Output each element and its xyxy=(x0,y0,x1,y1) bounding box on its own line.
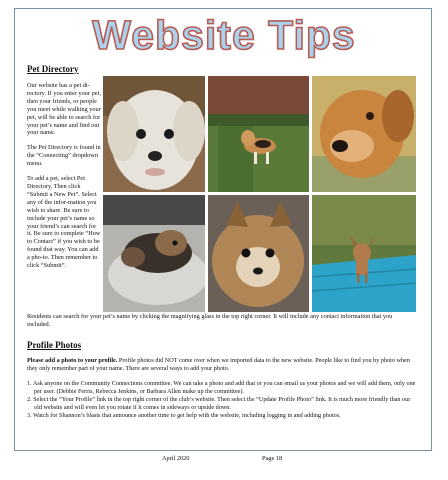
footer-page-number: Page 18 xyxy=(262,455,283,462)
pet-photo-grid xyxy=(103,76,416,312)
profile-photos-steps xyxy=(27,380,417,420)
pet-directory-para-1: Our website has a pet di-rectory. If you enter your pet, then your friends, or people you meet while walking your pet, will be able to search for your pet’s name and find out your name. xyxy=(27,82,101,137)
profile-photos-text xyxy=(27,357,417,420)
pet-directory-para-2: The Pet Directory is found in the “Connecting” dropdown menu. xyxy=(27,144,101,168)
profile-photos-step-2: 2. Select the “Your Profile” link in the top right corner of the club’s website. Then select the “Update Profile Photo” link. It is much more friendly than our old website and will even let you rotate if it comes in sideways or upside down. xyxy=(27,396,411,411)
page-title: Website Tips xyxy=(92,12,356,58)
pet-photo-chihuahua-deck xyxy=(312,195,416,312)
profile-photos-intro xyxy=(27,357,417,373)
profile-photos-intro-rest: Profile photos did NOT come over when we imported data to the new website. People like to find you by photo when they only remember part of your name. There are several ways to add your photo. xyxy=(27,357,410,372)
profile-photos-step-1: 1. Ask anyone on the Community Connections committee. We can take a photo and add that or you can email us your photos and we will add them, only one per user. (Debbie Ferris, Rebecca Jenkins, or Barbara Allen make up the committee). xyxy=(27,380,416,395)
profile-photos-intro-bold: Please add a photo to your profile. xyxy=(27,357,118,364)
pet-photo-pomeranian xyxy=(208,195,309,312)
pet-photo-beagle-yard xyxy=(208,76,309,192)
footer-date: April 2020 xyxy=(162,455,190,462)
pet-photo-golden-dog xyxy=(312,76,416,192)
pet-directory-text xyxy=(27,82,101,277)
pet-directory-search-text: Residents can search for your pet’s name by clicking the magnifying glass in the top right corner. It will include any contact information that you included. xyxy=(27,313,393,328)
pet-photo-white-dog xyxy=(103,76,205,192)
profile-photos-heading: Profile Photos xyxy=(27,340,82,350)
pet-directory-heading: Pet Directory xyxy=(27,64,79,74)
pet-photo-yorkie xyxy=(103,195,205,312)
profile-photos-step-3: 3. Watch for Shannon’s blasts that announce another time to get help with the website, including logging in and adding photos. xyxy=(27,412,341,419)
pet-directory-para-3: To add a pet, select Pet Directory. Then click “Submit a New Pet”. Select any of the infor-mation you wish to share. Be sure to include your pet’s name so your friend’s can search for it. Be sure to complete “How to Contact” if you wish to be found that way. You can add a pho-to. Then remember to click “Submit”. xyxy=(27,175,101,270)
